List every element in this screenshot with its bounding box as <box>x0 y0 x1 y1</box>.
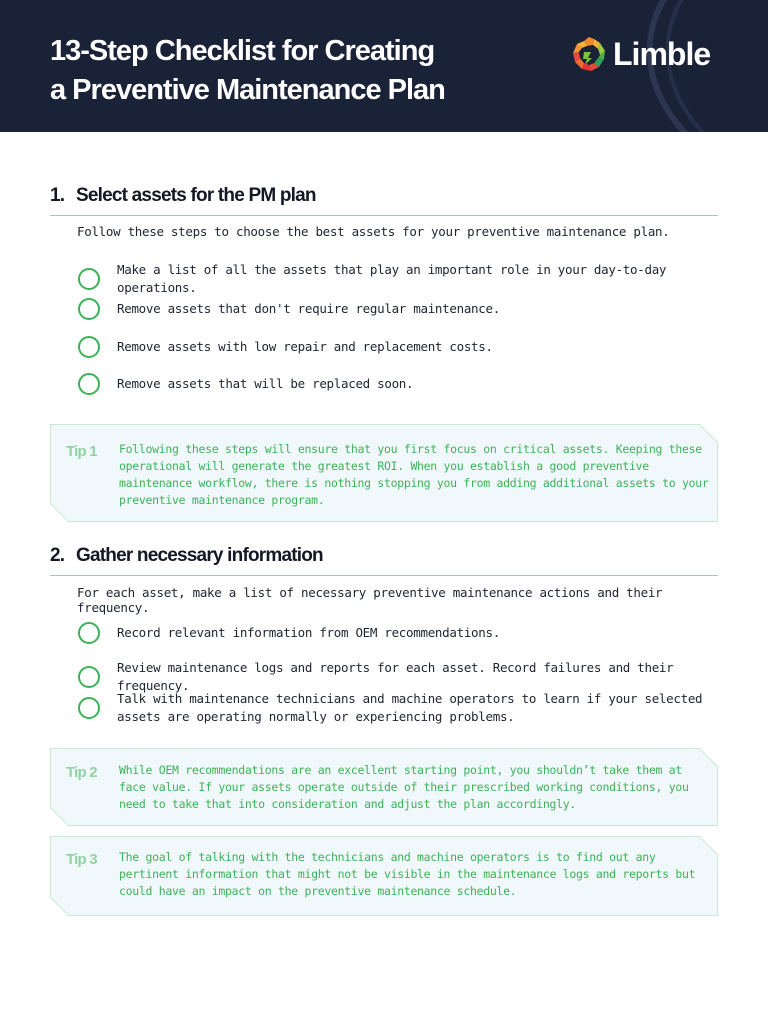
checklist-item[interactable] <box>78 298 718 320</box>
checkbox-circle-icon[interactable] <box>78 622 100 644</box>
section-heading-1 <box>50 185 718 216</box>
checkbox-circle-icon[interactable] <box>78 298 100 320</box>
checklist-item[interactable] <box>78 336 718 358</box>
section-number: 1. <box>50 185 65 206</box>
tip-box-2 <box>50 748 718 826</box>
section-intro-2: For each asset, make a list of necessary preventive maintenance actions and their frequency. <box>77 585 663 615</box>
page-title <box>50 32 510 110</box>
section-number: 2. <box>50 545 65 566</box>
checklist-item-text: Make a list of all the assets that play an important role in your day-to-day operations. <box>117 262 667 295</box>
checklist-item-text: Record relevant information from OEM recommendations. <box>117 625 500 640</box>
checklist-item[interactable] <box>78 261 718 297</box>
tip-text: The goal of talking with the technicians and machine operators is to find out any pertinent information that might not be visible in the maintenance logs and reports but could have an impact on the preventive maintenance schedule. <box>119 850 696 898</box>
section-title: Gather necessary information <box>76 545 323 566</box>
tip-text: While OEM recommendations are an excellent starting point, you shouldn’t take them at face value. If your assets operate outside of their prescribed working conditions, you need to take that into consideration and adjust the plan accordingly. <box>119 763 689 811</box>
tip-box-1 <box>50 424 718 522</box>
checklist-item[interactable] <box>78 622 718 644</box>
limble-gear-logo-icon <box>569 34 609 74</box>
checklist-item-text: Talk with maintenance technicians and machine operators to learn if your selected assets are operating normally or experiencing problems. <box>117 691 703 724</box>
checklist-item[interactable] <box>78 690 718 726</box>
checkbox-circle-icon[interactable] <box>78 666 100 688</box>
checkbox-circle-icon[interactable] <box>78 268 100 290</box>
brand-logo <box>569 34 710 74</box>
checkbox-circle-icon[interactable] <box>78 336 100 358</box>
tip-label: Tip 3 <box>66 851 97 868</box>
section-heading-2 <box>50 545 718 576</box>
tip-box-3 <box>50 836 718 916</box>
tip-label: Tip 1 <box>66 443 97 460</box>
section-intro-1: Follow these steps to choose the best assets for your preventive maintenance plan. <box>77 224 670 239</box>
brand-name: Limble <box>613 36 711 72</box>
checklist-item-text: Review maintenance logs and reports for each asset. Record failures and their frequency. <box>117 660 674 693</box>
page-title-line-1: 13-Step Checklist for Creating <box>50 35 435 67</box>
checklist-item-text: Remove assets with low repair and replacement costs. <box>117 339 493 354</box>
page-title-line-2: a Preventive Maintenance Plan <box>50 74 445 106</box>
tip-label: Tip 2 <box>66 764 97 781</box>
checklist-item-text: Remove assets that will be replaced soon. <box>117 376 414 391</box>
page-header <box>0 0 768 132</box>
checkbox-circle-icon[interactable] <box>78 373 100 395</box>
section-title: Select assets for the PM plan <box>76 185 316 206</box>
checkbox-circle-icon[interactable] <box>78 697 100 719</box>
checklist-item[interactable] <box>78 373 718 395</box>
checklist-item-text: Remove assets that don't require regular maintenance. <box>117 301 500 316</box>
tip-text: Following these steps will ensure that you first focus on critical assets. Keeping these operational will generate the greatest ROI. When you establish a good preventive maintenance workflow, there is nothing stopping you from adding additional assets to your preventive maintenance program. <box>119 442 709 507</box>
